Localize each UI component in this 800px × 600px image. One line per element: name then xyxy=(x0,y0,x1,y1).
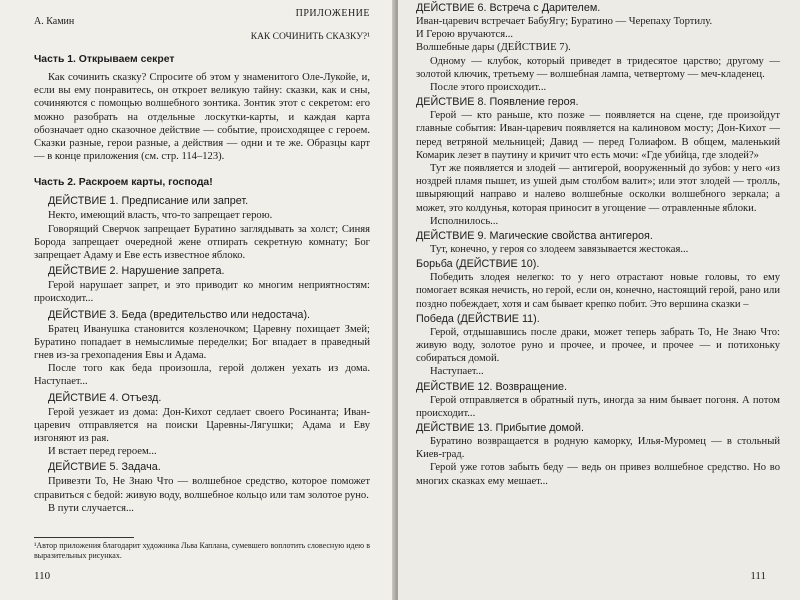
action-11-followup: Наступает... xyxy=(430,366,484,378)
action-8-followup: Исполнилось... xyxy=(430,215,499,227)
action-2-text: Герой нарушает запрет, и это приводит ко многим неприятностям: происходит... xyxy=(34,280,370,305)
action-10-text: Победить злодея нелегко: то у него отрастают новые головы, то ему помогает всякая нечисть, но герой, если он, конечно, настоящий герой, рано или поздно побеждает, хотя и сам бывает крепко побит. Это вершина сказки – xyxy=(416,272,780,310)
action-4-text: Герой уезжает из дома: Дон-Кихот седлает своего Росинанта; Иван-царевич отправляется на поиски Царевны-Лягушки; Адама и Еву изгоняют из рая. xyxy=(34,406,370,445)
section-title: ПРИЛОЖЕНИЕ xyxy=(295,8,370,19)
action-3-text: Братец Иванушка становится козленочком; Царевну похищает Змей; Буратино попадает в немыслимые переделки; Бог впадает в праведный гнев из-за грехопадения Евы и Адама. xyxy=(34,323,370,362)
part1-paragraph: Как сочинить сказку? Спросите об этом у знаменитого Оле-Лукойе, и, если вы ему понравитесь, он откроет великую тайну: сказки, как и сны, сочиняются с помощью волшебного зонтика. Зонтик этот с секретом: его можно разобрать на отдельные лоскутки-карты, и каждая карта обозначает одно сказочное действие — событие, происходящее с героем. Сказки разные, герои разные, а действия — одни и те же. Образцы карт — в конце приложения (см. стр. 114–123). xyxy=(34,72,370,163)
action-7-followup: После этого происходит... xyxy=(430,82,547,94)
action-5-followup: В пути случается... xyxy=(48,502,134,514)
action-6-heading: ДЕЙСТВИЕ 6. Встреча с Дарителем. xyxy=(416,2,601,14)
action-7-text: Одному — клубок, который приведет в тридесятое царство; другому — золотой ключик, третьему — волшебная лампа, четвертому — меч-кладенец. xyxy=(416,55,780,80)
action-11-text: Герой, отдышавшись после драки, может теперь забрать То, Не Знаю Что: живую воду, золотое руно и прочее, и прочее, и прочее — и потихоньку собираться домой. xyxy=(416,326,780,365)
action-4-heading: ДЕЙСТВИЕ 4. Отъезд. xyxy=(48,391,162,404)
action-8-text: Герой — кто раньше, кто позже — появляется на сцене, где произойдут главные события: Иван-царевич появляется на калиновом мосту; Дон-Кихот — перед ветряной мельницей; Давид — перед Голиафом. В общем, маленький Комарик лезет в паутину и кричит что есть мочи: «Где убийца, где злодей?» xyxy=(416,110,780,161)
part2-heading: Часть 2. Раскроем карты, господа! xyxy=(34,177,213,189)
footnote: ¹Автор приложения благодарит художника Льва Каплана, сумевшего воплотить словесную идею в выразительных рисунках. xyxy=(34,541,370,561)
action-8-villain: Тут же появляется и злодей — антигерой, вооруженный до зубов: у него «из ноздрей пламя пышет, из ушей дым столбом валит»; или этот злодей — тролль, швыряющий направо и налево волшебные осколки волшебного зеркала; а может, это колдунья, которая приносит в угощение — отравленные яблоки. xyxy=(416,163,780,214)
action-13-followup: Герой уже готов забыть беду — ведь он привез волшебное средство. Но во многих сказках ему мешает... xyxy=(416,462,780,487)
action-5-text: Привезти То, Не Знаю Что — волшебное средство, которое поможет справиться с бедой: живую воду, волшебное кольцо или там золотое руно. xyxy=(34,476,370,501)
action-12-heading: ДЕЙСТВИЕ 12. Возвращение. xyxy=(416,380,568,393)
action-9-text: Тут, конечно, у героя со злодеем завязывается жестокая... xyxy=(430,244,689,256)
part1-heading: Часть 1. Открываем секрет xyxy=(34,54,175,65)
action-12-text: Герой отправляется в обратный путь, иногда за ним бывает погоня. А потом происходит... xyxy=(416,394,780,419)
right-page xyxy=(398,0,800,600)
action-1-text: Некто, имеющий власть, что-то запрещает герою. xyxy=(48,210,273,222)
action-8-heading: ДЕЙСТВИЕ 8. Появление героя. xyxy=(416,96,579,109)
page-number-right: 111 xyxy=(750,570,766,582)
action-7-line: Волшебные дары (ДЕЙСТВИЕ 7). xyxy=(416,42,571,54)
action-3-heading: ДЕЙСТВИЕ 3. Беда (вредительство или недостача). xyxy=(48,308,311,321)
action-9-heading: ДЕЙСТВИЕ 9. Магические свойства антигероя. xyxy=(416,230,653,243)
action-13-text: Буратино возвращается в родную каморку, Илья-Муромец — в стольный Киев-град. xyxy=(416,436,780,461)
action-10-heading: Борьба (ДЕЙСТВИЕ 10). xyxy=(416,258,540,271)
author-name: А. Камин xyxy=(34,16,75,27)
footnote-rule xyxy=(34,537,134,538)
action-11-heading: Победа (ДЕЙСТВИЕ 11). xyxy=(416,312,540,325)
action-6-text: Иван-царевич встречает БабуЯгу; Буратино — Черепаху Тортилу. xyxy=(416,16,713,27)
action-5-heading: ДЕЙСТВИЕ 5. Задача. xyxy=(48,461,161,474)
action-1-example: Говорящий Сверчок запрещает Буратино заглядывать за холст; Синяя Борода запрещает очередной жене отпирать секретную комнату; Бог запрещает Адаму и Еве есть известное яблоко. xyxy=(34,223,370,262)
action-6-followup: И Герою вручаются... xyxy=(416,29,514,41)
action-4-followup: И встает перед героем... xyxy=(48,446,157,458)
left-page xyxy=(0,0,396,600)
action-1-heading: ДЕЙСТВИЕ 1. Предписание или запрет. xyxy=(48,195,249,208)
running-header xyxy=(34,6,370,27)
action-3-followup: После того как беда произошла, герой должен уехать из дома. Наступает... xyxy=(34,363,370,388)
action-13-heading: ДЕЙСТВИЕ 13. Прибытие домой. xyxy=(416,422,584,435)
action-2-heading: ДЕЙСТВИЕ 2. Нарушение запрета. xyxy=(48,265,225,278)
chapter-subtitle: КАК СОЧИНИТЬ СКАЗКУ?¹ xyxy=(250,32,370,42)
page-number-left: 110 xyxy=(34,570,51,582)
